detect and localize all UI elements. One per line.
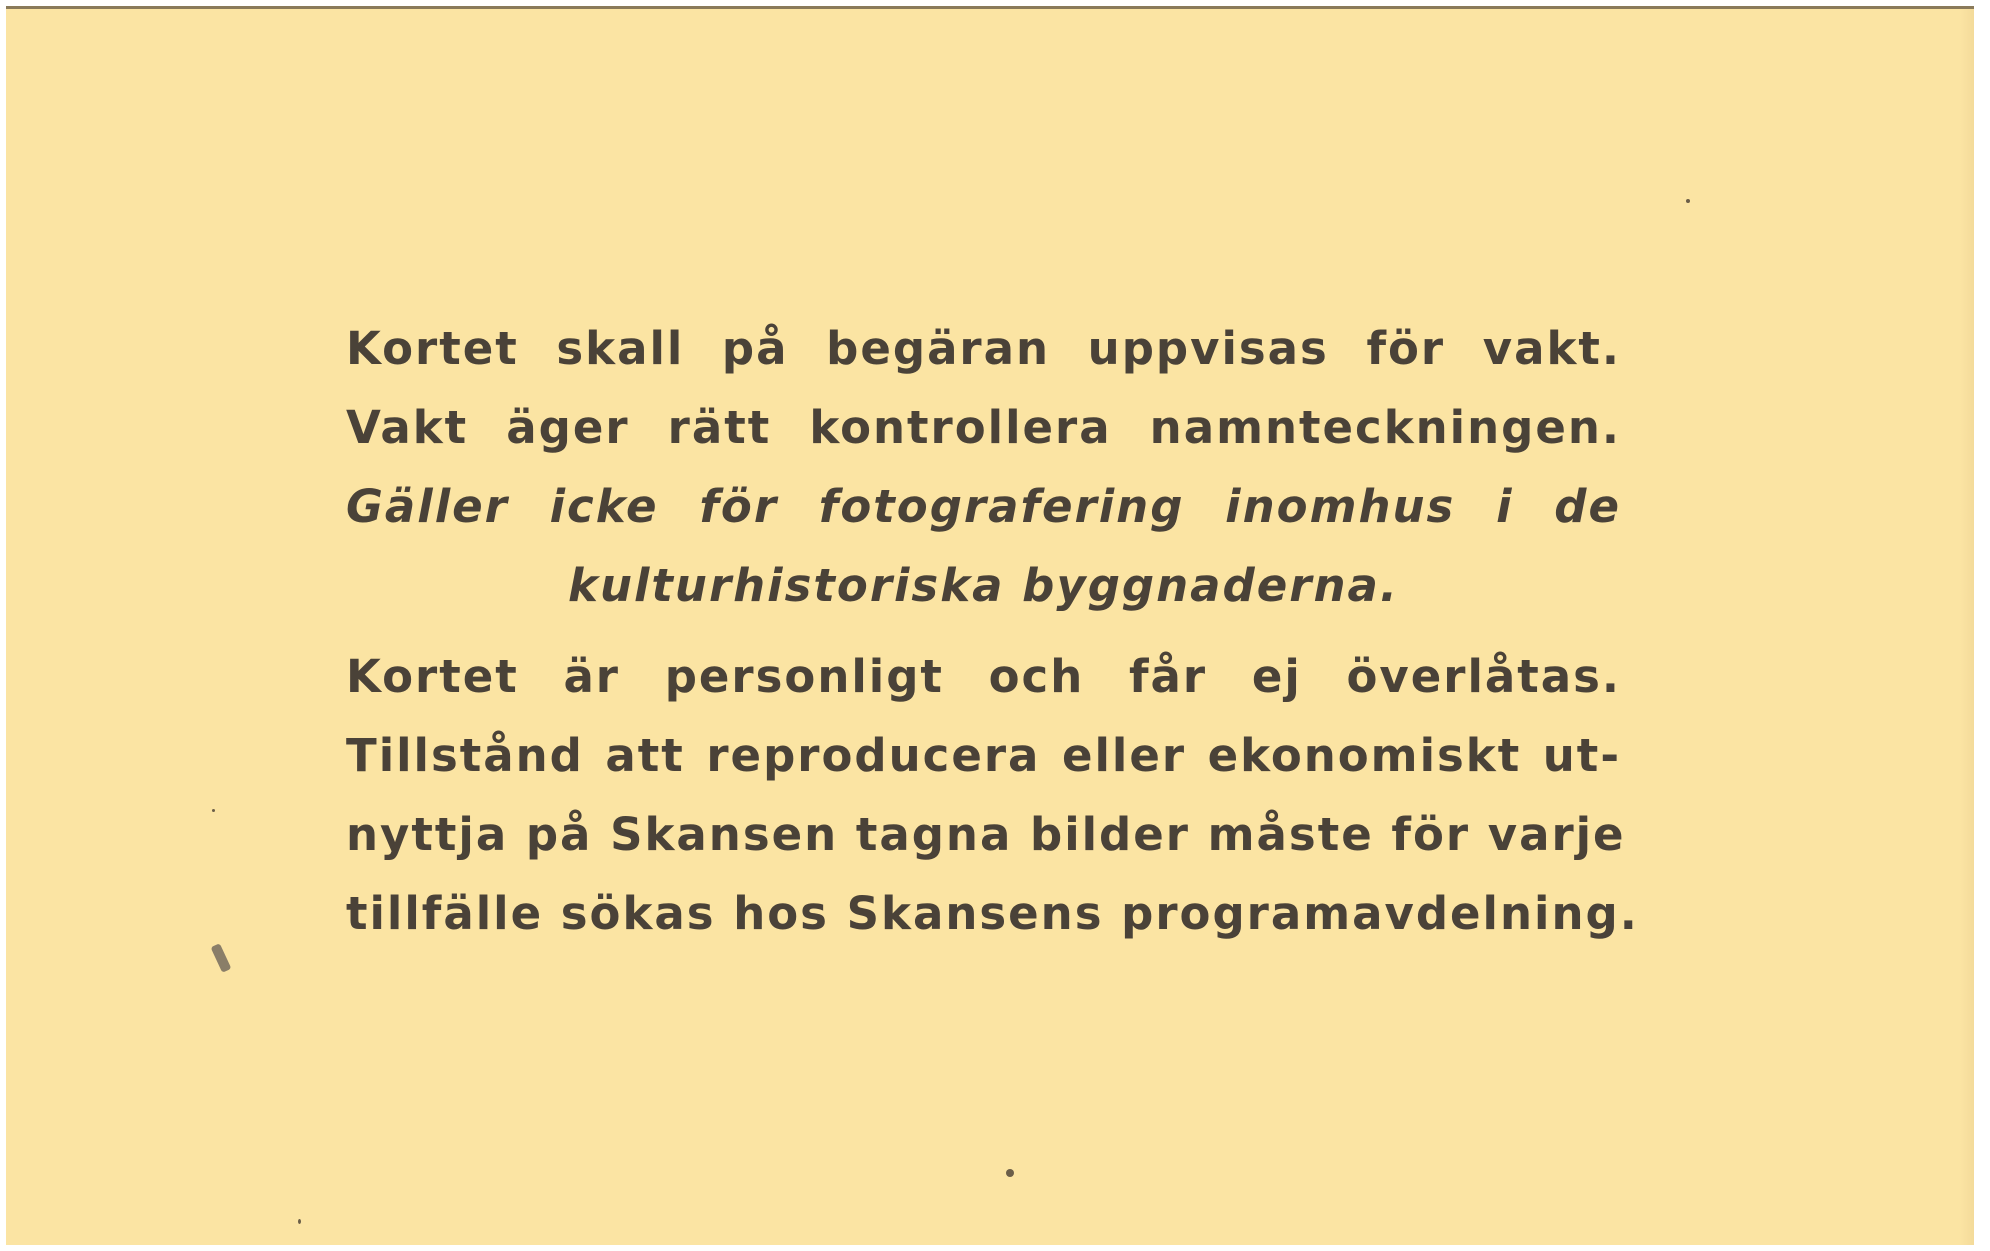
- rule-line-8: tillfälle sökas hos Skansens programavdelning.: [346, 887, 1639, 940]
- rule-line-5: Kortet är personligt och får ej överlåtas.: [346, 650, 1621, 703]
- card-text: [346, 309, 1639, 953]
- rule-line-6: Tillstånd att reproducera eller ekonomiskt ut-: [346, 729, 1621, 782]
- rule-line-3: Gäller icke för fotografering inomhus i de: [346, 480, 1621, 533]
- rule-line-1: Kortet skall på begäran uppvisas för vakt.: [346, 322, 1621, 375]
- paragraph-gap: [346, 625, 1621, 637]
- paper-speck: [1006, 1169, 1014, 1177]
- rule-line-4: kulturhistoriska byggnaderna.: [568, 559, 1399, 612]
- pass-card-back: [6, 6, 1974, 1245]
- paper-speck: [298, 1219, 301, 1224]
- rule-line-7: nyttja på Skansen tagna bilder måste för varje: [346, 808, 1626, 861]
- paper-speck: [211, 943, 232, 973]
- paper-speck: [1686, 199, 1690, 203]
- rule-line-2: Vakt äger rätt kontrollera namnteckningen.: [346, 401, 1621, 454]
- paper-speck: [212, 809, 215, 812]
